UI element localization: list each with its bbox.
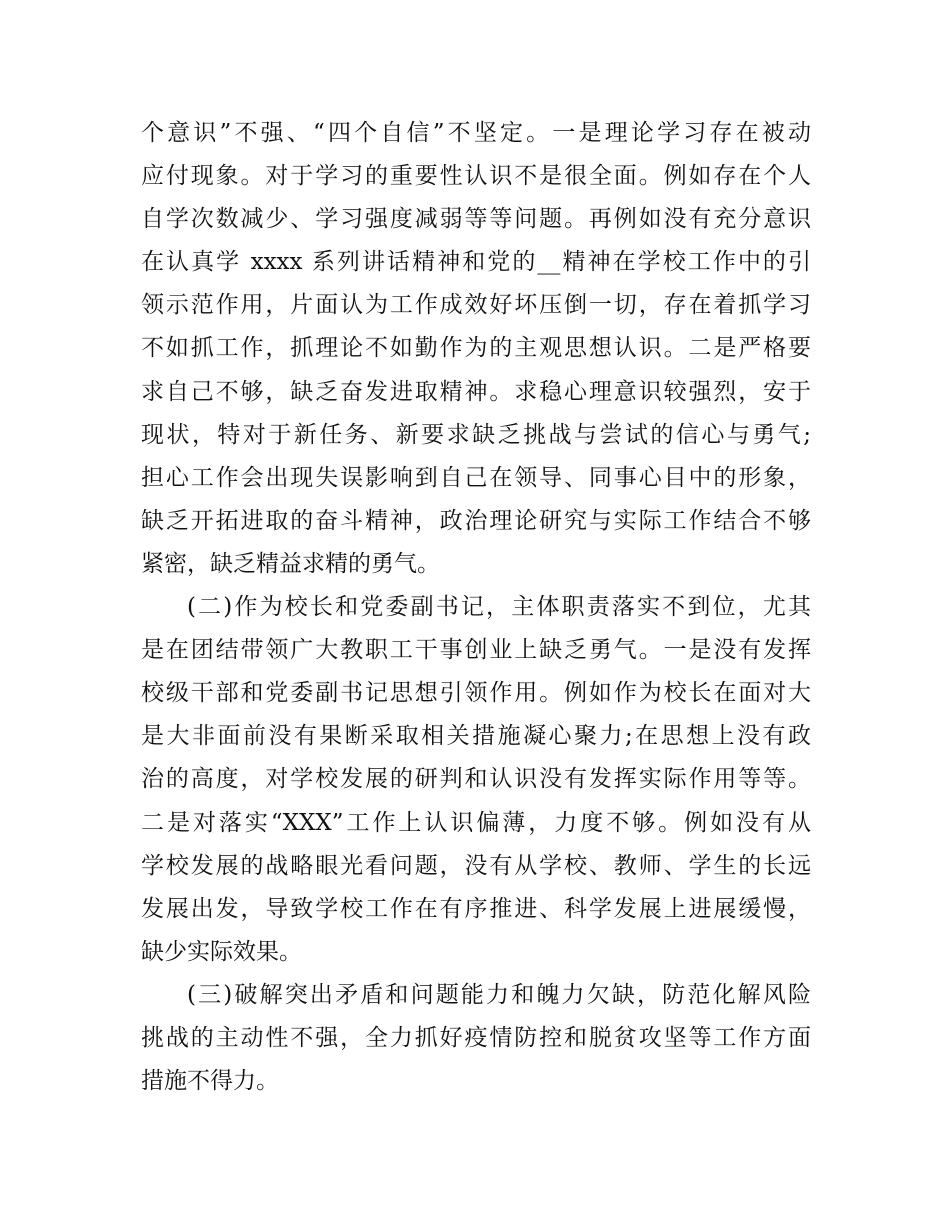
text-line: 自学次数减少、学习强度减弱等等问题。再例如没有充分意识 (141, 206, 811, 233)
text-line: 缺少实际效果。 (141, 938, 302, 965)
text-line: 求自己不够，缺乏奋发进取精神。求稳心理意识较强烈，安于 (141, 378, 811, 405)
text-line: 现状，特对于新任务、新要求缺乏挑战与尝试的信心与勇气; (141, 421, 811, 448)
text-line: 挑战的主动性不强，全力抓好疫情防控和脱贫攻坚等工作方面 (141, 1024, 811, 1051)
paragraph-2 (141, 586, 811, 974)
text-line: 紧密，缺乏精益求精的勇气。 (141, 550, 440, 577)
text-line: 是大非面前没有果断采取相关措施凝心聚力;在思想上没有政 (141, 723, 811, 750)
section-heading-line: (三)破解突出矛盾和问题能力和魄力欠缺，防范化解风险 (187, 981, 811, 1008)
text-line: 缺乏开拓进取的奋斗精神，政治理论研究与实际工作结合不够 (141, 507, 811, 534)
text-line: 发展出发，导致学校工作在有序推进、科学发展上进展缓慢， (141, 895, 811, 922)
text-line: 应付现象。对于学习的重要性认识不是很全面。例如存在个人 (141, 163, 811, 190)
document-body (141, 112, 811, 1103)
text-line: 学校发展的战略眼光看问题，没有从学校、教师、学生的长远 (141, 852, 811, 879)
text-line: 领示范作用，片面认为工作成效好坏压倒一切，存在着抓学习 (141, 292, 811, 319)
text-line: 个意识”不强、“四个自信”不坚定。一是理论学习存在被动 (141, 120, 811, 146)
paragraph-1 (141, 112, 811, 586)
text-line: 是在团结带领广大教职工干事创业上缺乏勇气。一是没有发挥 (141, 637, 811, 664)
section-heading-line: (二)作为校长和党委副书记，主体职责落实不到位，尤其 (187, 594, 811, 621)
text-line: 二是对落实“XXX”工作上认识偏薄，力度不够。例如没有从 (141, 809, 811, 836)
text-line: 在认真学 xxxx 系列讲话精神和党的__精神在学校工作中的引 (141, 249, 811, 276)
text-line: 治的高度，对学校发展的研判和认识没有发挥实际作用等等。 (141, 766, 811, 793)
text-line: 校级干部和党委副书记思想引领作用。例如作为校长在面对大 (141, 680, 811, 707)
text-line: 措施不得力。 (141, 1068, 279, 1095)
paragraph-3 (141, 974, 811, 1103)
text-line: 不如抓工作，抓理论不如勤作为的主观思想认识。二是严格要 (141, 335, 811, 362)
text-line: 担心工作会出现失误影响到自己在领导、同事心目中的形象， (141, 464, 811, 491)
